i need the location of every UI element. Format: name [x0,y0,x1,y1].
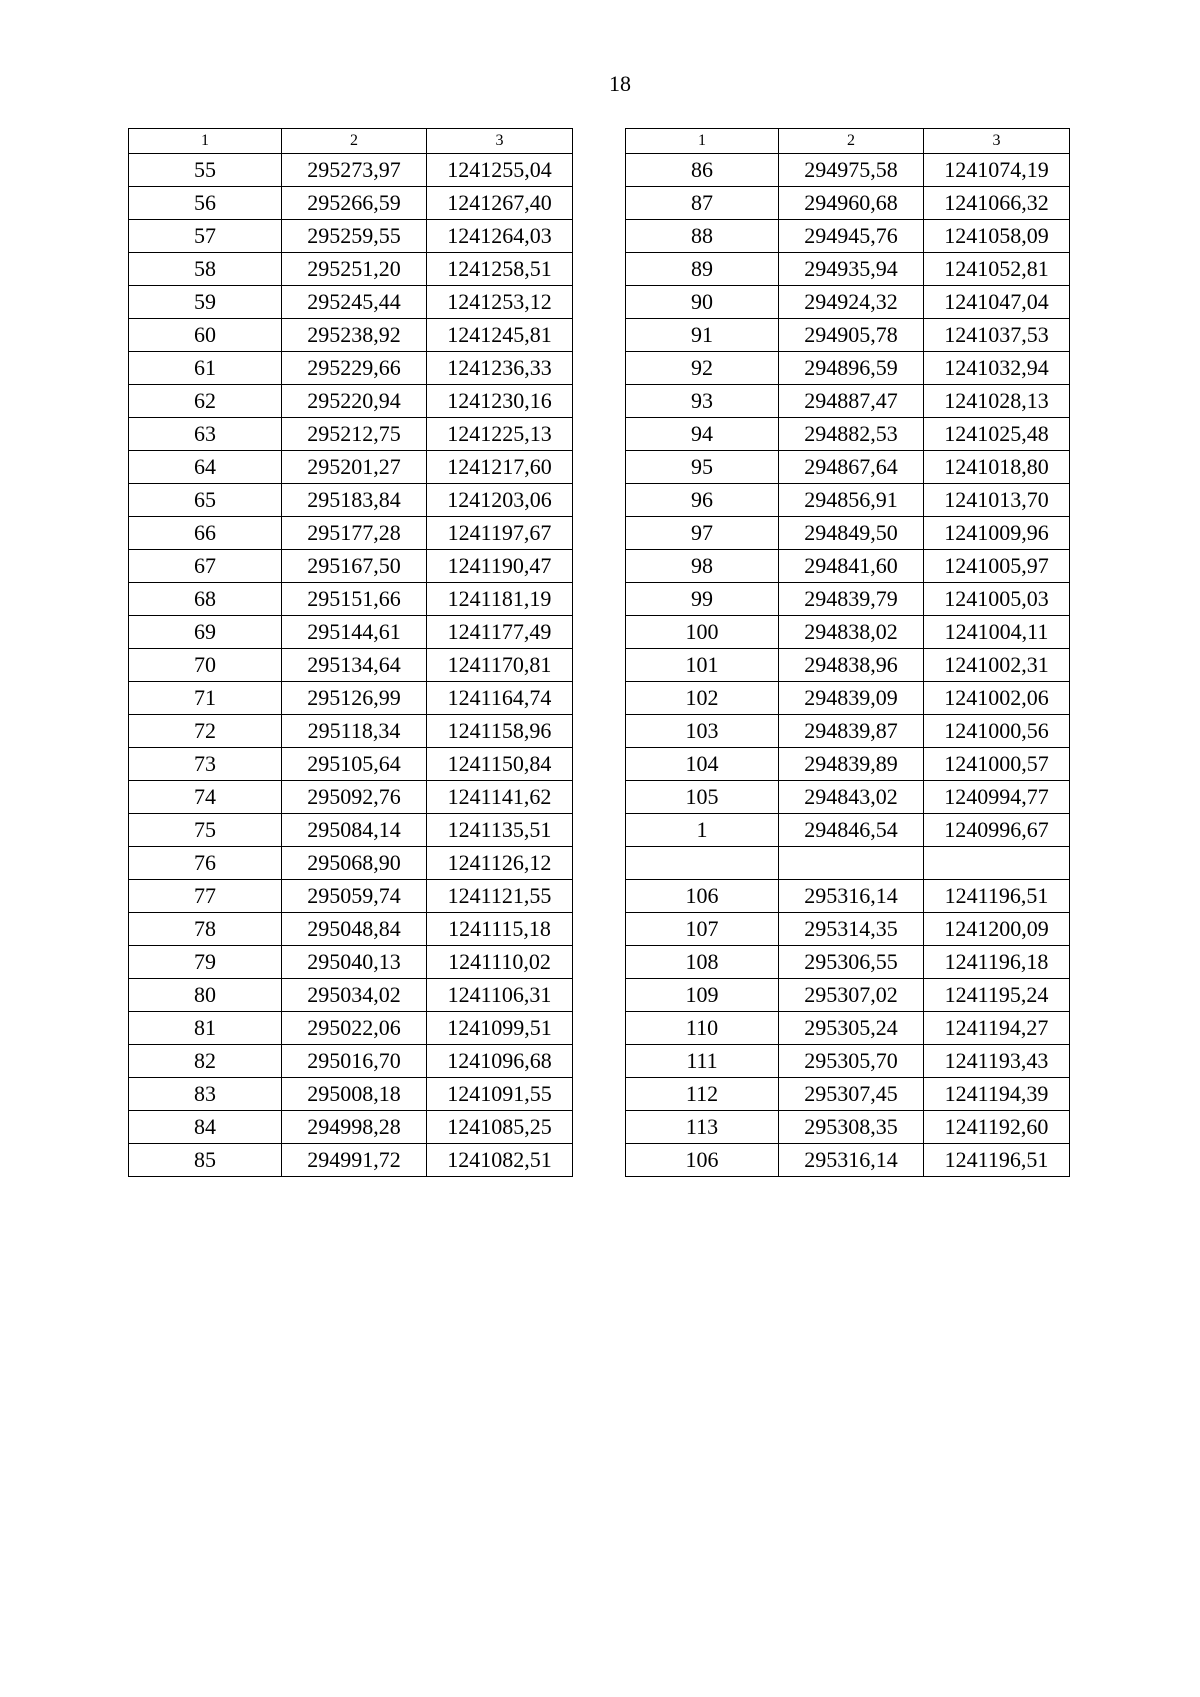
x-coordinate-cell: 294846,54 [779,814,924,847]
point-number-cell: 85 [129,1144,282,1177]
x-coordinate-cell: 295305,70 [779,1045,924,1078]
x-coordinate-cell: 294849,50 [779,517,924,550]
table-row [129,847,573,880]
table-row [129,682,573,715]
y-coordinate-cell: 1241255,04 [427,154,573,187]
x-coordinate-cell: 295151,66 [282,583,427,616]
point-number-cell: 112 [626,1078,779,1111]
table-row [626,715,1070,748]
x-coordinate-cell: 295016,70 [282,1045,427,1078]
x-coordinate-cell: 295220,94 [282,385,427,418]
x-coordinate-cell: 294975,58 [779,154,924,187]
y-coordinate-cell: 1241197,67 [427,517,573,550]
point-number-cell: 63 [129,418,282,451]
point-number-cell: 107 [626,913,779,946]
table-row [626,583,1070,616]
table-row [129,319,573,352]
y-coordinate-cell: 1241009,96 [924,517,1070,550]
point-number-cell: 88 [626,220,779,253]
point-number-cell: 1 [626,814,779,847]
table-row [626,517,1070,550]
point-number-cell: 60 [129,319,282,352]
x-coordinate-cell: 294841,60 [779,550,924,583]
point-number-cell: 65 [129,484,282,517]
point-number-cell: 58 [129,253,282,286]
x-coordinate-cell: 295068,90 [282,847,427,880]
x-coordinate-cell: 294867,64 [779,451,924,484]
table-body [626,154,1070,1177]
table-row [626,385,1070,418]
y-coordinate-cell: 1241121,55 [427,880,573,913]
table-row [626,352,1070,385]
x-coordinate-cell: 294882,53 [779,418,924,451]
y-coordinate-cell: 1241217,60 [427,451,573,484]
point-number-cell: 84 [129,1111,282,1144]
y-coordinate-cell: 1241177,49 [427,616,573,649]
x-coordinate-cell: 295118,34 [282,715,427,748]
column-header: 2 [282,129,427,154]
column-header: 2 [779,129,924,154]
point-number-cell: 64 [129,451,282,484]
x-coordinate-cell: 295307,02 [779,979,924,1012]
coordinates-table-left [128,128,573,1177]
table-row [129,583,573,616]
point-number-cell: 108 [626,946,779,979]
table-row [129,781,573,814]
x-coordinate-cell: 295305,24 [779,1012,924,1045]
y-coordinate-cell: 1241200,09 [924,913,1070,946]
table-row [129,1045,573,1078]
y-coordinate-cell: 1241193,43 [924,1045,1070,1078]
table-row [129,451,573,484]
point-number-cell: 106 [626,880,779,913]
point-number-cell: 87 [626,187,779,220]
table-row [626,649,1070,682]
table-row [626,418,1070,451]
y-coordinate-cell: 1241099,51 [427,1012,573,1045]
point-number-cell: 76 [129,847,282,880]
table-row [626,1078,1070,1111]
x-coordinate-cell: 295126,99 [282,682,427,715]
y-coordinate-cell: 1241096,68 [427,1045,573,1078]
y-coordinate-cell: 1241002,06 [924,682,1070,715]
x-coordinate-cell: 295212,75 [282,418,427,451]
table-row [626,616,1070,649]
table-row [626,1144,1070,1177]
y-coordinate-cell: 1241066,32 [924,187,1070,220]
y-coordinate-cell: 1241164,74 [427,682,573,715]
table-row [626,253,1070,286]
table-row [626,781,1070,814]
point-number-cell: 77 [129,880,282,913]
y-coordinate-cell: 1241192,60 [924,1111,1070,1144]
y-coordinate-cell: 1241005,97 [924,550,1070,583]
x-coordinate-cell: 294838,96 [779,649,924,682]
point-number-cell: 86 [626,154,779,187]
y-coordinate-cell: 1241000,57 [924,748,1070,781]
point-number-cell: 96 [626,484,779,517]
x-coordinate-cell: 295144,61 [282,616,427,649]
table-row [129,253,573,286]
y-coordinate-cell: 1241037,53 [924,319,1070,352]
y-coordinate-cell: 1241013,70 [924,484,1070,517]
table-row [129,286,573,319]
y-coordinate-cell: 1241126,12 [427,847,573,880]
y-coordinate-cell: 1241236,33 [427,352,573,385]
y-coordinate-cell: 1241074,19 [924,154,1070,187]
point-number-cell: 113 [626,1111,779,1144]
y-coordinate-cell [924,847,1070,880]
table-row [129,616,573,649]
y-coordinate-cell: 1241110,02 [427,946,573,979]
table-row [129,517,573,550]
table-row [626,979,1070,1012]
y-coordinate-cell: 1241196,51 [924,880,1070,913]
x-coordinate-cell: 295266,59 [282,187,427,220]
x-coordinate-cell: 295040,13 [282,946,427,979]
x-coordinate-cell: 294896,59 [779,352,924,385]
point-number-cell: 79 [129,946,282,979]
point-number-cell: 56 [129,187,282,220]
y-coordinate-cell: 1241158,96 [427,715,573,748]
y-coordinate-cell: 1241141,62 [427,781,573,814]
table-row [626,286,1070,319]
x-coordinate-cell: 295183,84 [282,484,427,517]
x-coordinate-cell: 295059,74 [282,880,427,913]
point-number-cell: 80 [129,979,282,1012]
table-row [129,352,573,385]
table-row [626,748,1070,781]
y-coordinate-cell: 1240996,67 [924,814,1070,847]
y-coordinate-cell: 1241018,80 [924,451,1070,484]
point-number-cell: 109 [626,979,779,1012]
x-coordinate-cell: 294887,47 [779,385,924,418]
table-row [129,814,573,847]
point-number-cell: 71 [129,682,282,715]
table-header-row [626,129,1070,154]
point-number-cell: 97 [626,517,779,550]
x-coordinate-cell: 295084,14 [282,814,427,847]
point-number-cell: 110 [626,1012,779,1045]
y-coordinate-cell: 1241091,55 [427,1078,573,1111]
table-row [626,550,1070,583]
y-coordinate-cell: 1241245,81 [427,319,573,352]
y-coordinate-cell: 1241004,11 [924,616,1070,649]
point-number-cell: 89 [626,253,779,286]
table-row [129,1078,573,1111]
table-row [626,814,1070,847]
y-coordinate-cell: 1241170,81 [427,649,573,682]
point-number-cell: 105 [626,781,779,814]
point-number-cell: 59 [129,286,282,319]
x-coordinate-cell: 294839,09 [779,682,924,715]
point-number-cell: 94 [626,418,779,451]
x-coordinate-cell: 295105,64 [282,748,427,781]
x-coordinate-cell: 294839,89 [779,748,924,781]
point-number-cell: 57 [129,220,282,253]
y-coordinate-cell: 1241106,31 [427,979,573,1012]
x-coordinate-cell: 295022,06 [282,1012,427,1045]
x-coordinate-cell: 294960,68 [779,187,924,220]
x-coordinate-cell: 295008,18 [282,1078,427,1111]
point-number-cell: 104 [626,748,779,781]
point-number-cell: 92 [626,352,779,385]
y-coordinate-cell: 1241190,47 [427,550,573,583]
table-row [626,1045,1070,1078]
y-coordinate-cell: 1241230,16 [427,385,573,418]
table-row [626,682,1070,715]
y-coordinate-cell: 1241058,09 [924,220,1070,253]
x-coordinate-cell: 295251,20 [282,253,427,286]
point-number-cell: 106 [626,1144,779,1177]
y-coordinate-cell: 1241000,56 [924,715,1070,748]
point-number-cell: 83 [129,1078,282,1111]
column-header: 3 [924,129,1070,154]
y-coordinate-cell: 1241025,48 [924,418,1070,451]
table-row [129,385,573,418]
x-coordinate-cell: 294838,02 [779,616,924,649]
x-coordinate-cell: 294991,72 [282,1144,427,1177]
point-number-cell: 100 [626,616,779,649]
table-row [129,649,573,682]
table-row [626,946,1070,979]
table-header-row [129,129,573,154]
table-row [129,220,573,253]
y-coordinate-cell: 1241196,51 [924,1144,1070,1177]
table-row [626,451,1070,484]
point-number-cell: 68 [129,583,282,616]
x-coordinate-cell: 294839,87 [779,715,924,748]
x-coordinate-cell: 294924,32 [779,286,924,319]
table-body [129,154,573,1177]
page-number: 18 [609,71,631,96]
x-coordinate-cell: 295308,35 [779,1111,924,1144]
table-row [129,1111,573,1144]
table-row [626,187,1070,220]
point-number-cell: 55 [129,154,282,187]
y-coordinate-cell: 1241135,51 [427,814,573,847]
point-number-cell: 101 [626,649,779,682]
table-row [129,187,573,220]
y-coordinate-cell: 1241002,31 [924,649,1070,682]
y-coordinate-cell: 1241267,40 [427,187,573,220]
point-number-cell: 103 [626,715,779,748]
y-coordinate-cell: 1241196,18 [924,946,1070,979]
point-number-cell: 102 [626,682,779,715]
y-coordinate-cell: 1241085,25 [427,1111,573,1144]
table-row [626,319,1070,352]
table-row [129,979,573,1012]
point-number-cell: 62 [129,385,282,418]
table-row [129,550,573,583]
point-number-cell: 93 [626,385,779,418]
x-coordinate-cell: 295092,76 [282,781,427,814]
point-number-cell: 98 [626,550,779,583]
x-coordinate-cell: 295314,35 [779,913,924,946]
x-coordinate-cell: 294856,91 [779,484,924,517]
x-coordinate-cell: 295316,14 [779,880,924,913]
point-number-cell: 99 [626,583,779,616]
y-coordinate-cell: 1241150,84 [427,748,573,781]
table-row [626,880,1070,913]
table-row [129,484,573,517]
x-coordinate-cell: 295316,14 [779,1144,924,1177]
y-coordinate-cell: 1241264,03 [427,220,573,253]
x-coordinate-cell: 295307,45 [779,1078,924,1111]
x-coordinate-cell: 294935,94 [779,253,924,286]
point-number-cell: 69 [129,616,282,649]
coordinates-table-right [625,128,1070,1177]
table-row [626,1012,1070,1045]
table-row [129,715,573,748]
x-coordinate-cell: 295034,02 [282,979,427,1012]
point-number-cell: 90 [626,286,779,319]
point-number-cell [626,847,779,880]
table-row [129,880,573,913]
point-number-cell: 111 [626,1045,779,1078]
y-coordinate-cell: 1241258,51 [427,253,573,286]
x-coordinate-cell: 295245,44 [282,286,427,319]
table-row [129,1144,573,1177]
y-coordinate-cell: 1241005,03 [924,583,1070,616]
table-row [626,1111,1070,1144]
table-row [129,1012,573,1045]
point-number-cell: 78 [129,913,282,946]
point-number-cell: 61 [129,352,282,385]
x-coordinate-cell: 294998,28 [282,1111,427,1144]
x-coordinate-cell: 294839,79 [779,583,924,616]
x-coordinate-cell: 295167,50 [282,550,427,583]
x-coordinate-cell: 295048,84 [282,913,427,946]
table-row [626,154,1070,187]
column-header: 1 [626,129,779,154]
column-header: 1 [129,129,282,154]
x-coordinate-cell [779,847,924,880]
y-coordinate-cell: 1241115,18 [427,913,573,946]
point-number-cell: 81 [129,1012,282,1045]
table-row [129,913,573,946]
table-row [626,220,1070,253]
point-number-cell: 73 [129,748,282,781]
point-number-cell: 75 [129,814,282,847]
x-coordinate-cell: 295238,92 [282,319,427,352]
table-row [129,418,573,451]
point-number-cell: 91 [626,319,779,352]
y-coordinate-cell: 1241181,19 [427,583,573,616]
x-coordinate-cell: 294905,78 [779,319,924,352]
column-header: 3 [427,129,573,154]
x-coordinate-cell: 295177,28 [282,517,427,550]
table-row [129,946,573,979]
x-coordinate-cell: 294843,02 [779,781,924,814]
y-coordinate-cell: 1241194,39 [924,1078,1070,1111]
y-coordinate-cell: 1241082,51 [427,1144,573,1177]
point-number-cell: 67 [129,550,282,583]
y-coordinate-cell: 1241028,13 [924,385,1070,418]
point-number-cell: 74 [129,781,282,814]
x-coordinate-cell: 295201,27 [282,451,427,484]
x-coordinate-cell: 295229,66 [282,352,427,385]
x-coordinate-cell: 295273,97 [282,154,427,187]
y-coordinate-cell: 1241047,04 [924,286,1070,319]
table-row [129,154,573,187]
point-number-cell: 95 [626,451,779,484]
point-number-cell: 66 [129,517,282,550]
x-coordinate-cell: 295259,55 [282,220,427,253]
y-coordinate-cell: 1241195,24 [924,979,1070,1012]
y-coordinate-cell: 1241253,12 [427,286,573,319]
point-number-cell: 82 [129,1045,282,1078]
x-coordinate-cell: 294945,76 [779,220,924,253]
y-coordinate-cell: 1241194,27 [924,1012,1070,1045]
table-row [626,913,1070,946]
y-coordinate-cell: 1241052,81 [924,253,1070,286]
y-coordinate-cell: 1241203,06 [427,484,573,517]
table-row [129,748,573,781]
x-coordinate-cell: 295134,64 [282,649,427,682]
point-number-cell: 72 [129,715,282,748]
table-row [626,847,1070,880]
y-coordinate-cell: 1241032,94 [924,352,1070,385]
y-coordinate-cell: 1241225,13 [427,418,573,451]
x-coordinate-cell: 295306,55 [779,946,924,979]
y-coordinate-cell: 1240994,77 [924,781,1070,814]
point-number-cell: 70 [129,649,282,682]
table-row [626,484,1070,517]
